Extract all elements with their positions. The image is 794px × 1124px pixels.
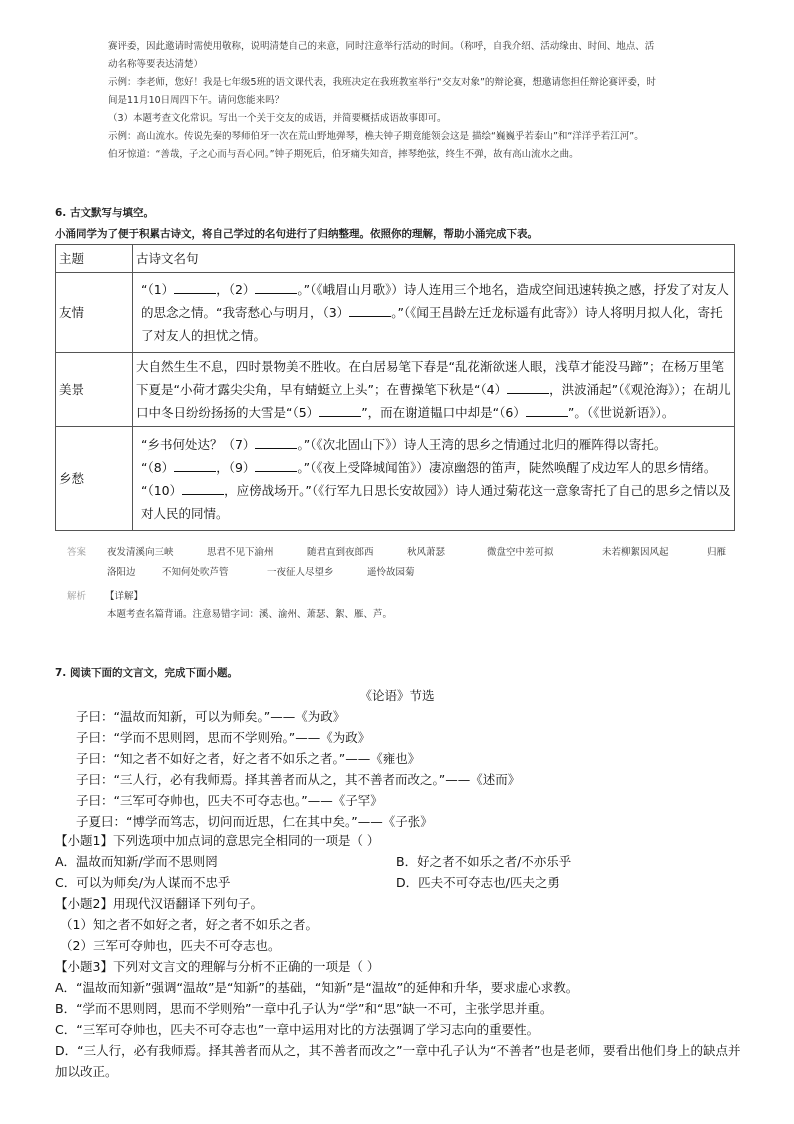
answer-item: 秋风萧瑟 [407,547,446,558]
option-3a[interactable]: A．“温故而知新”强调“温故”是“知新”的基础，“知新”是“温故”的延伸和升华，要求虚心求教。 [55,980,579,995]
text-segment: 。”（《夜上受降城闻笛》）凄凉幽怨的笛声，陡然唤醒了戍边军人的思乡情绪。 [297,459,717,475]
intro-line: 动名称等要表达清楚） [108,59,204,70]
text-segment: 大自然生生不息，四时景物美不胜收。在白居易笔下春是“乱花渐欲迷人眼，浅草才能没马蹄”；在杨万里笔下夏是“小荷才露尖尖角，早有蜻蜓立上头”；在曹操笔下秋是“（4） [136,359,724,397]
option-b[interactable]: B．好之者不如乐之者/不亦乐乎 [396,854,572,869]
fill-blank-3[interactable] [349,302,391,317]
fill-blank-10[interactable] [182,480,224,495]
detail-label: 【详解】 [105,591,144,602]
answer-block [67,544,747,584]
intro-answer-block [108,38,738,164]
detail-text: 本题考查名篇背诵。注意易错字词：溪、渝州、萧瑟、絮、雁、芦。 [107,609,393,620]
fill-blank-8[interactable] [174,457,216,472]
table-row [56,427,735,531]
fill-blank-6[interactable] [526,402,568,417]
table-row [56,273,735,353]
text-segment: “（8） [141,459,175,475]
intro-line: 伯牙惊道：“善哉，子之心而与吾心同。”钟子期死后，伯牙痛失知音，摔琴绝弦，终生不弹，故有高山流水之曲。 [108,149,579,160]
passage-line: 子曰：“三军可夺帅也，匹夫不可夺志也。”——《子罕》 [76,793,383,808]
row-theme: 乡愁 [56,427,133,531]
row-content [133,273,735,353]
translate-item-2: （2）三军可夺帅也，匹夫不可夺志也。 [60,938,281,953]
answer-item: 遥怜故园菊 [367,567,415,578]
answer-label: 答案 [67,547,87,558]
passage-line: 子曰：“三人行，必有我师焉。择其善者而从之，其不善者而改之。”——《述而》 [76,772,521,787]
intro-line: 间是11月10日周四下午。请问您能来吗？ [108,95,285,106]
text-segment: “（1） [141,282,175,297]
header-lines: 古诗文名句 [133,245,735,273]
passage-line: 子夏曰：“博学而笃志，切问而近思，仁在其中矣。”——《子张》 [76,814,433,829]
answer-item: 一夜征人尽望乡 [267,567,334,578]
answer-item: 洛阳边 [107,567,136,578]
analysis-block [67,588,747,606]
row-theme: 美景 [56,353,133,427]
text-segment: ”，而在谢道韫口中却是“（6） [361,405,526,420]
passage-line: 子曰：“温故而知新，可以为师矣。”——《为政》 [76,709,346,724]
intro-line: 示例：高山流水。传说先秦的琴师伯牙一次在荒山野地弹琴，樵夫钟子期竟能领会这是 描绘“巍巍乎若泰山”和“洋洋乎若江河”。 [108,131,644,142]
answer-item: 不知何处吹芦管 [162,567,229,578]
option-3d[interactable]: D．“三人行，必有我师焉。择其善者而从之，其不善者而改之”一章中孔子认为“不善者”也是老师，要看出他们身上的缺点并 [55,1043,741,1058]
passage-line: 子曰：“学而不思则罔，思而不学则殆。”——《为政》 [76,730,371,745]
answer-item: 归雁 [707,547,727,558]
q6-heading: 6. 古文默写与填空。 [55,207,154,219]
analysis-label: 解析 [67,591,87,602]
text-segment: “（10） [141,482,183,498]
poem-table [55,244,735,531]
fill-blank-1[interactable] [174,279,216,294]
intro-line: 赛评委，因此邀请时需使用敬称，说明清楚自己的来意，同时注意举行活动的时间。（称呼，自我介绍、活动缘由、时间、地点、活 [108,41,655,52]
fill-blank-5[interactable] [319,402,361,417]
fill-blank-7[interactable] [255,434,297,449]
fill-blank-9[interactable] [255,457,297,472]
text-segment: 。”（《闻王昌龄左迁龙标遥有此寄》）诗人将明月拟人化，寄托了对友人的担忧之情。 [141,305,723,343]
subquestion-1: 【小题1】下列选项中加点词的意思完全相同的一项是（ ） [55,833,380,848]
answer-item: 微盘空中差可拟 [487,547,554,558]
text-segment: ，应傍战场开。”（《行军九日思长安故园》）诗人通过菊花这一意象寄托了自己的思乡之情以及对人民的同情。 [141,482,731,521]
subquestion-2: 【小题2】用现代汉语翻译下列句子。 [55,896,263,911]
text-segment: 。”（《次北固山下》）诗人王湾的思乡之情通过北归的雁阵得以寄托。 [297,436,667,452]
text-segment: ，（9） [216,459,256,475]
text-segment: “乡书何处达？（7） [141,436,256,452]
row-content [133,353,735,427]
row-theme: 友情 [56,273,133,353]
translate-item-1: （1）知之者不如好之者，好之者不如乐之者。 [60,917,318,932]
passage-block [76,706,736,832]
fill-blank-4[interactable] [507,379,549,394]
table-row [56,353,735,427]
option-3c[interactable]: C．“三军可夺帅也，匹夫不可夺志也”一章中运用对比的方法强调了学习志向的重要性。 [55,1022,540,1037]
option-3d-continued: 加以改正。 [55,1064,118,1079]
table-header-row [56,245,735,273]
intro-line: 示例：李老师，您好！我是七年级5班的语文课代表，我班决定在我班教室举行“交友对象”的辩论赛，想邀请您担任辩论赛评委，时 [108,77,656,88]
q7-heading: 7. 阅读下面的文言文，完成下面小题。 [55,667,238,679]
intro-line: （3）本题考查文化常识。写出一个关于交友的成语，并简要概括成语故事即可。 [108,113,447,124]
passage-line: 子曰：“知之者不如好之者，好之者不如乐之者。”——《雍也》 [76,751,421,766]
option-d[interactable]: D．匹夫不可夺志也/匹夫之勇 [396,875,560,890]
option-c[interactable]: C．可以为师矣/为人谋而不忠乎 [55,875,231,890]
subquestion-3: 【小题3】下列对文言文的理解与分析不正确的一项是（ ） [55,959,380,974]
fill-blank-2[interactable] [255,279,297,294]
q6-instruction: 小涌同学为了便于积累古诗文，将自己学过的名句进行了归纳整理。依照你的理解，帮助小涌完成下表。 [55,228,538,240]
row-content [133,427,735,531]
answer-item: 未若柳絮因风起 [602,547,669,558]
option-a[interactable]: A．温故而知新/学而不思则罔 [55,854,218,869]
answer-item: 随君直到夜郎西 [307,547,374,558]
passage-title: 《论语》节选 [359,688,435,703]
option-3b[interactable]: B．“学而不思则罔，思而不学则殆”一章中孔子认为“学”和“思”缺一不可，主张学思并重。 [55,1001,553,1016]
answer-item: 夜发清溪向三峡 [107,547,174,558]
text-segment: 。”（《峨眉山月歌》）诗人连用三个地名，造成空间迅速转换之感，抒发了对友人的思念之情。“我寄愁心与明月，（3） [141,282,729,320]
answer-item: 思君不见下渝州 [207,547,274,558]
header-theme: 主题 [56,245,133,273]
text-segment: ，洪波涌起”（《观沧海》）；在胡儿口中冬日纷纷扬扬的大雪是“（5） [136,382,731,420]
text-segment: ”。（《世说新语》）。 [567,405,675,420]
text-segment: ，（2） [216,282,256,297]
